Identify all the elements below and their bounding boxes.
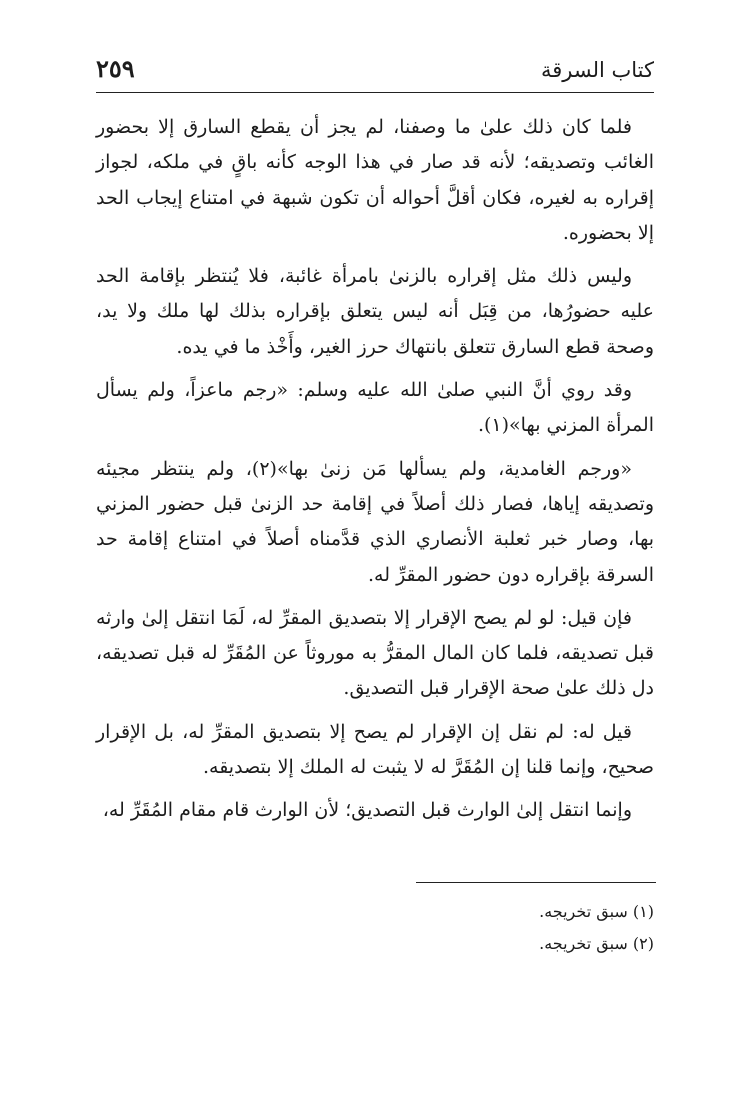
running-header [96, 52, 654, 93]
paragraph: وقد روي أنَّ النبي صلىٰ الله عليه وسلم: «رجم ماعزاً، ولم يسأل المرأة المزني بها»(١). [96, 379, 654, 437]
paragraph: فإن قيل: لو لم يصح الإقرار إلا بتصديق المقرِّ له، لَمَا انتقل إلىٰ وارثه قبل تصديقه، فلما كان المال المقرُّ به موروثاً عن المُقَرِّ له قبل تصديقه، دل ذلك علىٰ صحة الإقرار قبل التصديق. [96, 606, 654, 700]
footnote-separator [416, 882, 656, 883]
paragraph: وليس ذلك مثل إقراره بالزنىٰ بامرأة غائبة، فلا يُنتظر بإقامة الحد عليه حضورُها، من قِبَل أنه ليس يتعلق بإقراره بذلك لها ملك ولا يد، وصحة قطع السارق تتعلق بانتهاك حرز الغير، وأَخْذ ما في يده. [96, 265, 654, 358]
paragraph: فلما كان ذلك علىٰ ما وصفنا، لم يجز أن يقطع السارق إلا بحضور الغائب وتصديقه؛ لأنه قد صار في هذا الوجه كأنه باقٍ في ملكه، لجواز إقراره به لغيره، فكان أقلَّ أحواله أن تكون شبهة في امتناع إيجاب الحد إلا بحضوره. [96, 116, 654, 244]
paragraph: وإنما انتقل إلىٰ الوارث قبل التصديق؛ لأن الوارث قام مقام المُقَرِّ له، [102, 799, 632, 822]
footnotes [454, 896, 654, 960]
page-number: ٢٥٩ [96, 54, 135, 83]
footnote: (١) سبق تخريجه. [539, 902, 654, 921]
paragraph: قيل له: لم نقل إن الإقرار لم يصح إلا بتصديق المقرِّ له، بل الإقرار صحيح، وإنما قلنا إن المُقَرَّ له لا يثبت له الملك إلا بتصديقه. [96, 720, 654, 779]
footnote: (٢) سبق تخريجه. [539, 934, 654, 953]
main-text [96, 110, 654, 837]
paragraph: «ورجم الغامدية، ولم يسألها مَن زنىٰ بها»(٢)، ولم ينتظر مجيئه وتصديقه إياها، فصار ذلك أصلاً في إقامة حد الزنىٰ قبل حضور المزني بها، وصار خبر ثعلبة الأنصاري الذي قدَّمناه أصلاً في امتناع إقامة حد السرقة بإقراره دون حضور المقرِّ له. [96, 457, 654, 586]
chapter-title: كتاب السرقة [540, 58, 654, 82]
